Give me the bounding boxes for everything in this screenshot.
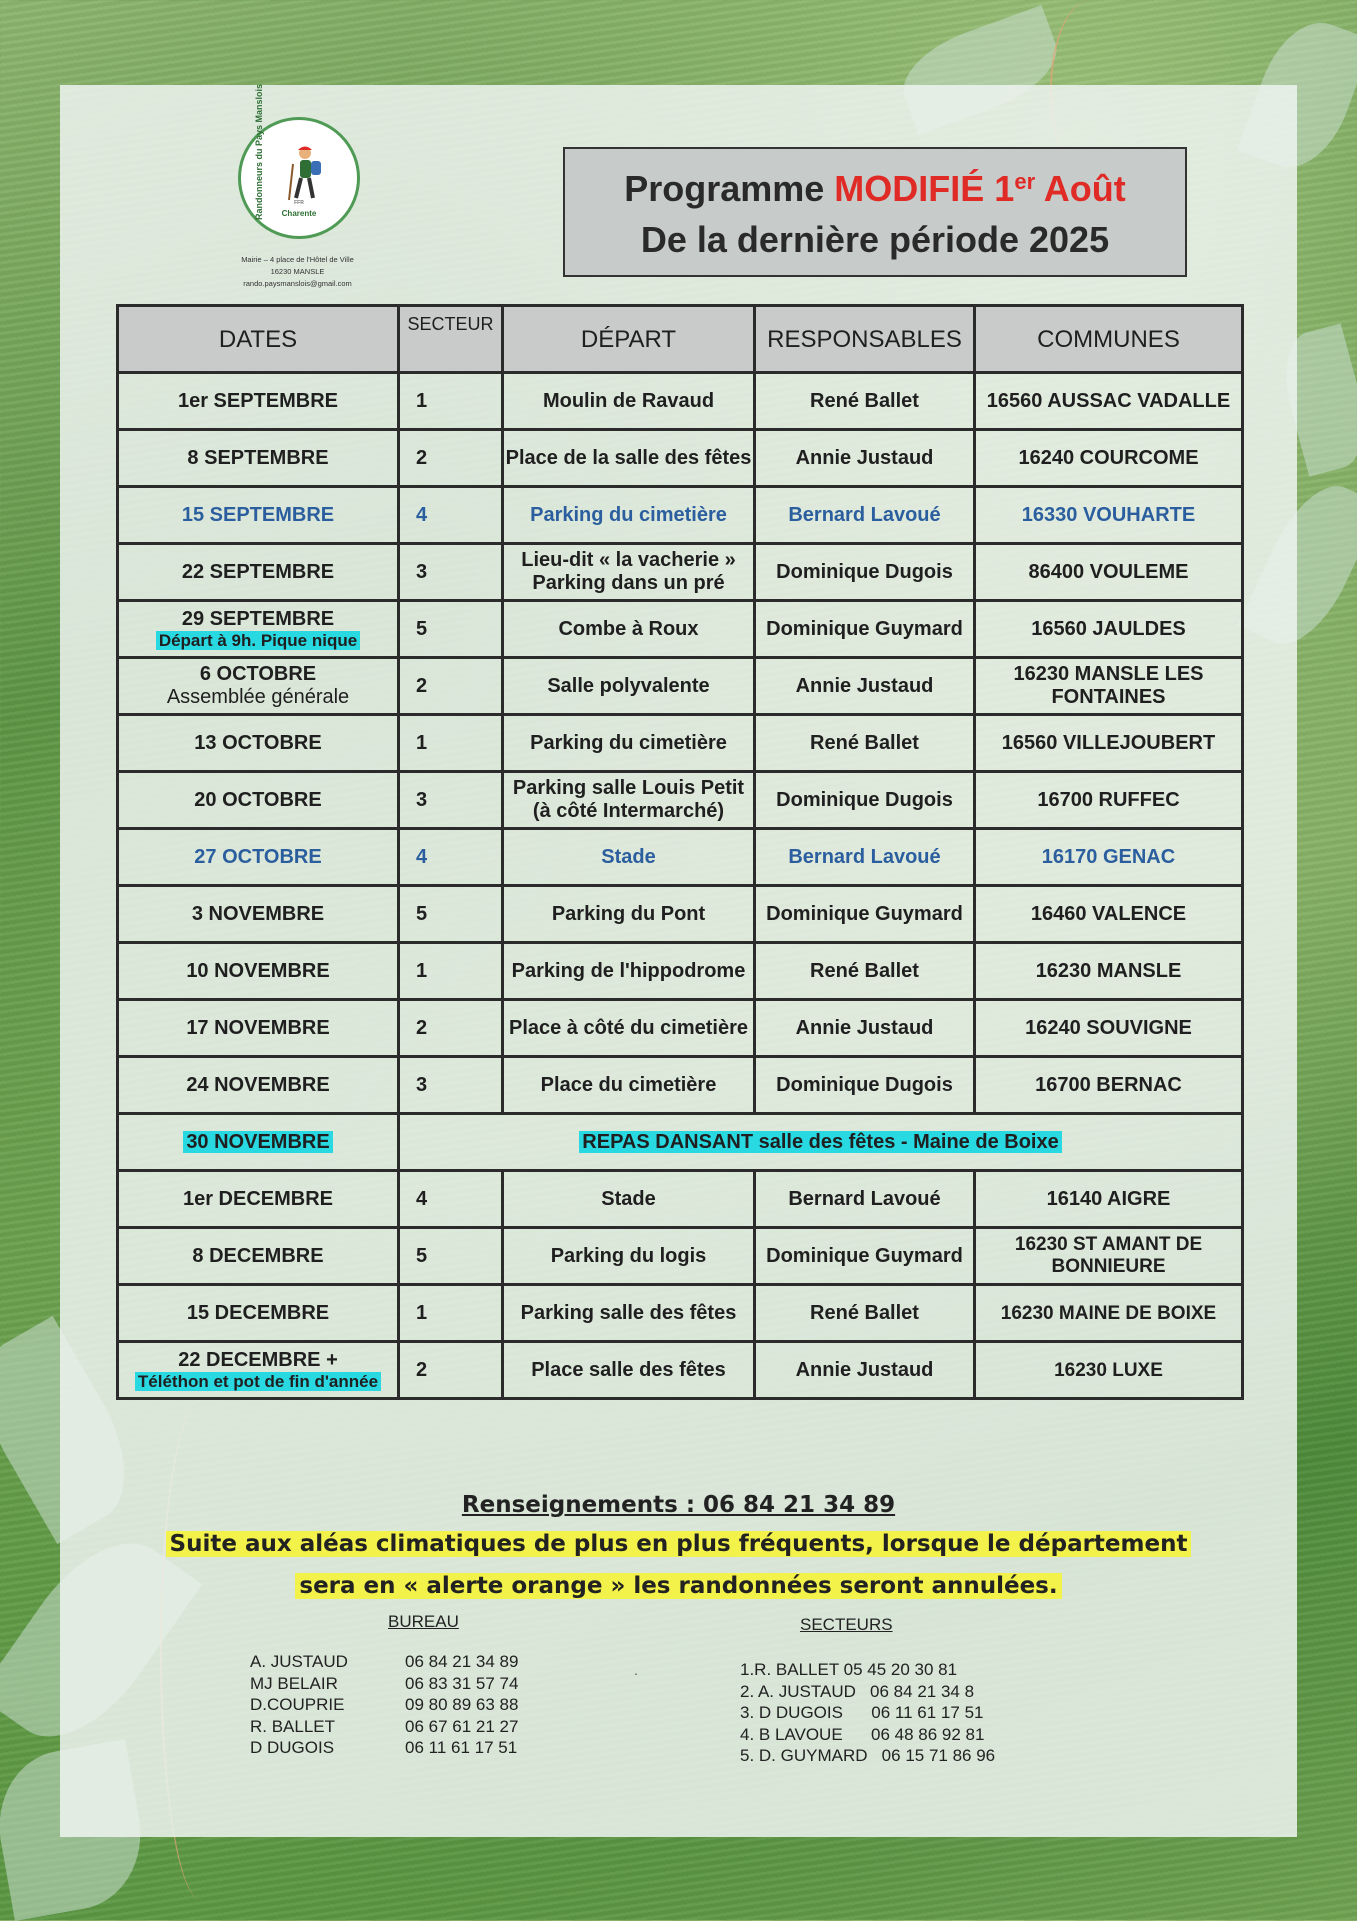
table-row: 24 NOVEMBRE 3 Place du cimetière Dominique Dugois 16700 BERNAC [118,1057,1243,1114]
event-highlight: REPAS DANSANT salle des fêtes - Maine de Boixe [579,1131,1061,1153]
table-row: 10 NOVEMBRE 1 Parking de l'hippodrome René Ballet 16230 MANSLE [118,943,1243,1000]
programme-table [116,304,1244,1400]
table-row: 27 OCTOBRE 4 Stade Bernard Lavoué 16170 GENAC [118,829,1243,886]
table-row-event [118,1114,1243,1171]
list-item: 3. D DUGOIS 06 11 61 17 51 [740,1703,984,1722]
weather-warning-line1: Suite aux aléas climatiques de plus en plus fréquents, lorsque le département [0,1531,1357,1557]
bureau-list [250,1651,518,1759]
note-highlight: Départ à 9h. Pique nique [156,631,360,650]
table-row: 6 OCTOBRE Assemblée générale 2 Salle polyvalente Annie Justaud 16230 MANSLE LES FONTAINES [118,658,1243,715]
table-row: 22 DECEMBRE + Téléthon et pot de fin d'année 2 Place salle des fêtes Annie Justaud 16230 LUXE [118,1342,1243,1399]
table-row: 17 NOVEMBRE 2 Place à côté du cimetière Annie Justaud 16240 SOUVIGNE [118,1000,1243,1057]
logo-name: Randonneurs du Pays Manslois [254,83,264,220]
table-row: 8 SEPTEMBRE 2 Place de la salle des fêtes Annie Justaud 16240 COURCOME [118,430,1243,487]
list-item: 2. A. JUSTAUD 06 84 21 34 8 [740,1681,975,1701]
list-item: D.COUPRIE 09 80 89 63 88 [250,1695,519,1714]
list-item: D DUGOIS 06 11 61 17 51 [250,1738,518,1757]
table-row: 20 OCTOBRE 3 Parking salle Louis Petit (à côté Intermarché) Dominique Dugois 16700 RUFFEC [118,772,1243,829]
secteurs-list [740,1659,995,1767]
club-logo [238,83,360,239]
list-item: R. BALLET 06 67 61 21 27 [250,1716,519,1736]
logo-sub: Charente [281,209,317,218]
hiker-icon [285,144,329,204]
weather-warning-line2: sera en « alerte orange » les randonnées seront annulées. [0,1573,1357,1599]
logo-sub-small: FFR [294,200,304,206]
header-commune: COMMUNES [975,306,1243,373]
date-highlight: 30 NOVEMBRE [183,1131,332,1153]
page-title: Programme MODIFIÉ 1er Août De la dernière période 2025 [563,147,1187,277]
table-row: 15 SEPTEMBRE 4 Parking du cimetière Bernard Lavoué 16330 VOUHARTE [118,487,1243,544]
bureau-title: BUREAU [388,1612,459,1631]
list-item: 4. B LAVOUE 06 48 86 92 81 [740,1724,985,1744]
stray-dot: . [634,1662,638,1678]
header-sector: SECTEUR [399,306,503,373]
table-row: 1er DECEMBRE 4 Stade Bernard Lavoué 16140 AIGRE [118,1171,1243,1228]
note-highlight: Téléthon et pot de fin d'année [135,1372,381,1391]
table-row: 22 SEPTEMBRE 3 Lieu-dit « la vacherie » Parking dans un pré Dominique Dugois 86400 VOULEME [118,544,1243,601]
table-row: 3 NOVEMBRE 5 Parking du Pont Dominique Guymard 16460 VALENCE [118,886,1243,943]
table-row: 1er SEPTEMBRE 1 Moulin de Ravaud René Ballet 16560 AUSSAC VADALLE [118,373,1243,430]
list-item: A. JUSTAUD 06 84 21 34 89 [250,1652,519,1671]
table-row: 8 DECEMBRE 5 Parking du logis Dominique Guymard 16230 ST AMANT DE BONNIEURE [118,1228,1243,1285]
table-row: 29 SEPTEMBRE Départ à 9h. Pique nique 5 Combe à Roux Dominique Guymard 16560 JAULDES [118,601,1243,658]
info-phone: Renseignements : 06 84 21 34 89 [461,1492,896,1518]
header-departure: DÉPART [503,306,755,373]
club-address: Mairie – 4 place de l'Hôtel de Ville 16230 MANSLE rando.paysmanslois@gmail.com [241,255,354,288]
table-header-row [118,306,1243,373]
list-item: 1.R. BALLET 05 45 20 30 81 [740,1660,958,1679]
list-item: 5. D. GUYMARD 06 15 71 86 96 [740,1746,996,1765]
list-item: MJ BELAIR 06 83 31 57 74 [250,1673,519,1693]
table-row: 15 DECEMBRE 1 Parking salle des fêtes René Ballet 16230 MAINE DE BOIXE [118,1285,1243,1342]
header-dates: DATES [118,306,399,373]
table-row: 13 OCTOBRE 1 Parking du cimetière René Ballet 16560 VILLEJOUBERT [118,715,1243,772]
secteurs-title: SECTEURS [800,1615,893,1634]
header-responsible: RESPONSABLES [755,306,975,373]
